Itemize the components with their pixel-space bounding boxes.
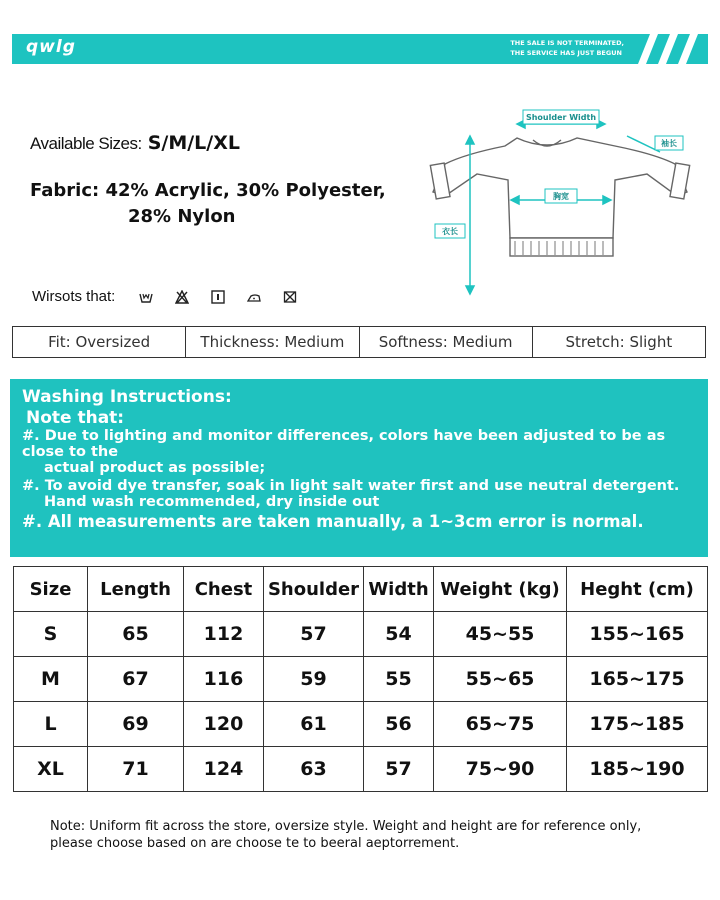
cell-height: 175~185	[567, 702, 708, 747]
wash-line-4: Hand wash recommended, dry inside out	[44, 494, 380, 510]
cell-height: 185~190	[567, 747, 708, 792]
table-header-row	[14, 567, 708, 612]
cell-size: XL	[14, 747, 88, 792]
sizes-label: Available Sizes:	[30, 134, 142, 153]
no-dry-clean-icon	[283, 290, 297, 304]
note-line-1: Note: Uniform fit across the store, oversize style. Weight and height are for reference only,	[50, 819, 642, 834]
cell-chest: 124	[184, 747, 264, 792]
cell-size: L	[14, 702, 88, 747]
table-row	[14, 702, 708, 747]
fabric-line-1: Fabric: 42% Acrylic, 30% Polyester,	[30, 180, 386, 201]
measurement-note: #. All measurements are taken manually, a 1~3cm error is normal.	[22, 512, 644, 531]
cell-width: 56	[364, 702, 434, 747]
cell-weight: 75~90	[434, 747, 567, 792]
cell-shoulder: 59	[264, 657, 364, 702]
banner-tagline	[510, 38, 624, 58]
table-row	[14, 612, 708, 657]
wash-line-3: #. To avoid dye transfer, soak in light salt water first and use neutral detergent.	[22, 478, 680, 494]
cell-length: 71	[88, 747, 184, 792]
table-row	[14, 747, 708, 792]
cell-weight: 65~75	[434, 702, 567, 747]
header-width: Width	[364, 567, 434, 612]
note-line-2: please choose based on are choose te to beeral aeptorrement.	[50, 836, 460, 851]
cell-chest: 116	[184, 657, 264, 702]
size-chart-table	[13, 566, 708, 792]
tagline-line-1: THE SALE IS NOT TERMINATED,	[510, 39, 624, 47]
wash-title: Washing Instructions:	[22, 387, 232, 407]
cell-length: 69	[88, 702, 184, 747]
washing-instructions-panel	[10, 379, 708, 557]
cell-length: 67	[88, 657, 184, 702]
header-weight: Weight (kg)	[434, 567, 567, 612]
cell-size: M	[14, 657, 88, 702]
cell-width: 55	[364, 657, 434, 702]
care-symbols	[32, 288, 297, 305]
cell-weight: 45~55	[434, 612, 567, 657]
chest-width-label: 胸宽	[553, 192, 569, 201]
tagline-line-2: THE SERVICE HAS JUST BEGUN	[510, 49, 622, 57]
cell-chest: 120	[184, 702, 264, 747]
prop-fit: Fit: Oversized	[13, 327, 186, 357]
no-bleach-icon	[175, 290, 189, 304]
cell-shoulder: 63	[264, 747, 364, 792]
header-height: Heght (cm)	[567, 567, 708, 612]
wash-line-1: #. Due to lighting and monitor differences, colors have been adjusted to be as close to the	[22, 428, 666, 460]
cell-size: S	[14, 612, 88, 657]
fabric-composition	[30, 178, 386, 230]
cell-length: 65	[88, 612, 184, 657]
prop-softness: Softness: Medium	[360, 327, 533, 357]
available-sizes	[30, 132, 240, 154]
fabric-line-2: 28% Nylon	[128, 206, 236, 227]
fabric-properties-bar	[12, 326, 706, 358]
hand-wash-icon	[139, 290, 153, 304]
cell-shoulder: 57	[264, 612, 364, 657]
header-banner	[12, 34, 708, 64]
cell-width: 57	[364, 747, 434, 792]
cell-width: 54	[364, 612, 434, 657]
care-label: Wirsots that:	[32, 288, 116, 305]
iron-icon	[247, 290, 261, 304]
tumble-dry-icon	[211, 290, 225, 304]
cell-height: 165~175	[567, 657, 708, 702]
header-length: Length	[88, 567, 184, 612]
table-row	[14, 657, 708, 702]
sweater-measurement-diagram	[405, 100, 705, 310]
cell-chest: 112	[184, 612, 264, 657]
cell-height: 155~165	[567, 612, 708, 657]
footer-note	[50, 818, 700, 852]
body-length-label: 衣长	[442, 227, 458, 236]
brand-logo: qwlg	[26, 37, 76, 57]
header-size: Size	[14, 567, 88, 612]
sizes-value: S/M/L/XL	[147, 132, 240, 154]
note-title: Note that:	[26, 408, 125, 428]
cell-weight: 55~65	[434, 657, 567, 702]
prop-stretch: Stretch: Slight	[565, 333, 673, 351]
stripes-decoration	[628, 34, 702, 64]
header-shoulder: Shoulder	[264, 567, 364, 612]
header-chest: Chest	[184, 567, 264, 612]
wash-line-2: actual product as possible;	[44, 460, 266, 476]
cell-shoulder: 61	[264, 702, 364, 747]
shoulder-width-label: Shoulder Width	[525, 113, 597, 122]
prop-thickness: Thickness: Medium	[186, 327, 359, 357]
sleeve-length-label: 袖长	[661, 139, 677, 148]
